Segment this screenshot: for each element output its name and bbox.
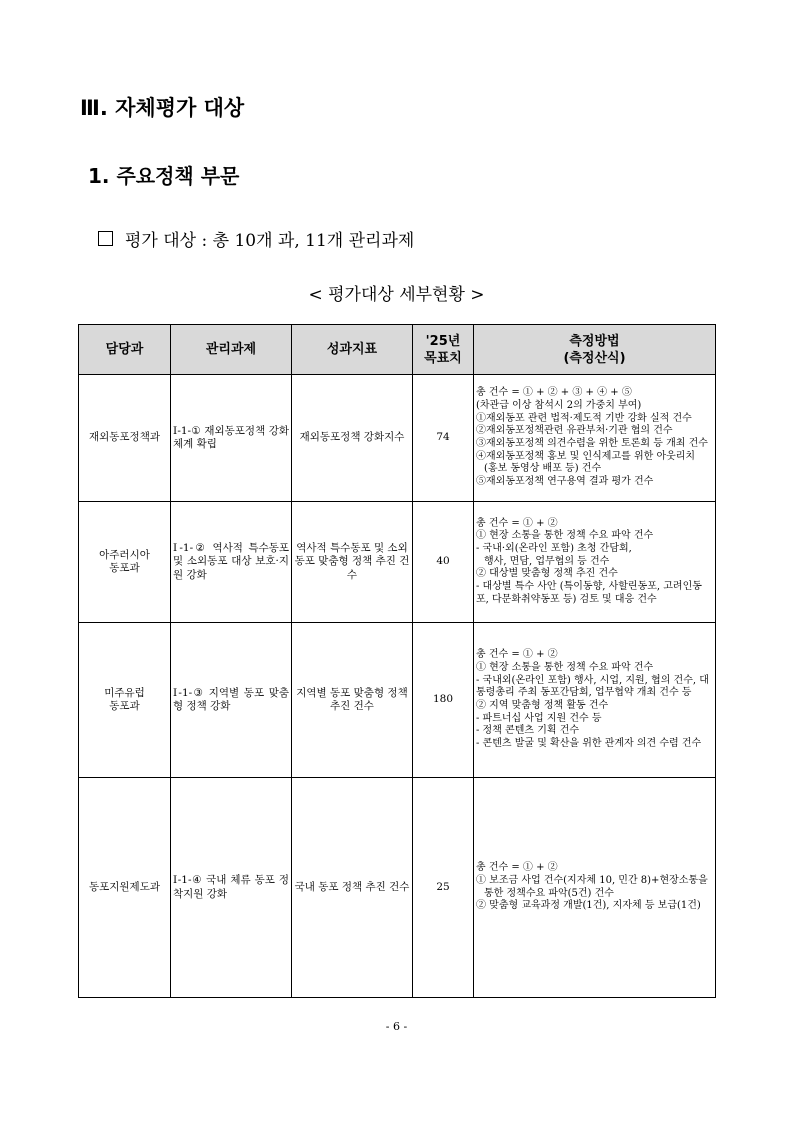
method-line: ③재외동포정책 의견수렴을 위한 토론회 등 개최 건수 bbox=[476, 438, 708, 449]
table-header-row bbox=[79, 325, 716, 375]
header-method-line1: 측정방법 bbox=[569, 333, 620, 349]
header-indicator: 성과지표 bbox=[292, 325, 413, 375]
table-row bbox=[79, 375, 716, 502]
method-line: ② 지역 맞춤형 정책 활동 건수 bbox=[476, 700, 609, 711]
method-line: ②재외동포정책관련 유관부처·기관 협의 건수 bbox=[476, 425, 673, 437]
cell-target: 25 bbox=[413, 778, 474, 998]
method-line: ①재외동포 관련 법적·제도적 기반 강화 실적 건수 bbox=[476, 412, 692, 424]
cell-dept-line1: 아주러시아 bbox=[99, 548, 150, 561]
cell-dept-line1: 미주유럽 bbox=[104, 686, 145, 699]
cell-method bbox=[474, 502, 716, 623]
header-method bbox=[474, 325, 716, 375]
evaluation-table bbox=[78, 324, 716, 998]
header-target-line1: '25년 bbox=[425, 333, 461, 349]
method-line: - 대상별 특수 사안 (특이동향, 사할린동포, 고려인동포, 다문화취약동포 등) 검토 및 대응 건수 bbox=[476, 581, 702, 605]
method-line: - 국내외(온라인 포함) 행사, 시업, 지원, 협의 건수, 대통령총리 주최 동포간담회, 업무협약 개최 건수 등 bbox=[476, 674, 709, 699]
method-line: ② 대상별 맞춤형 정책 추진 건수 bbox=[476, 568, 618, 580]
table-row bbox=[79, 623, 716, 778]
cell-dept: 재외동포정책과 bbox=[79, 375, 171, 502]
method-line: ② 맞춤형 교육과정 개발(1건), 지자체 등 보급(1건) bbox=[476, 900, 701, 912]
method-line: ① 보조금 사업 건수(지자체 10, 민간 8)+현장소통을 bbox=[476, 874, 708, 886]
method-line: 총 건수 = ① + ② bbox=[476, 649, 558, 661]
cell-dept: 동포지원제도과 bbox=[79, 778, 171, 998]
cell-task: Ⅰ-1-③ 지역별 동포 맞춤형 정책 강화 bbox=[171, 623, 292, 778]
target-summary-line bbox=[98, 226, 414, 251]
header-dept: 담당과 bbox=[79, 325, 171, 375]
cell-indicator: 역사적 특수동포 및 소외동포 맞춤형 정책 추진 건수 bbox=[292, 502, 413, 623]
table-row bbox=[79, 778, 716, 998]
cell-dept bbox=[79, 623, 171, 778]
method-line: ④재외동포정책 홍보 및 인식제고를 위한 아웃리치 bbox=[476, 450, 696, 462]
cell-dept bbox=[79, 502, 171, 623]
header-target bbox=[413, 325, 474, 375]
method-line: (홍보 동영상 배포 등) 건수 bbox=[484, 463, 602, 475]
method-line: - 국내·외(온라인 포함) 초청 간담회, bbox=[476, 542, 632, 554]
header-target-line2: 목표치 bbox=[424, 350, 462, 366]
cell-indicator: 국내 동포 정책 추진 건수 bbox=[292, 778, 413, 998]
method-line: 총 건수 = ① + ② bbox=[476, 862, 558, 874]
method-line: - 파트너십 사업 지원 건수 등 bbox=[476, 712, 602, 724]
cell-target: 180 bbox=[413, 623, 474, 778]
table-row bbox=[79, 502, 716, 623]
header-task: 관리과제 bbox=[171, 325, 292, 375]
method-line: 총 건수 = ① + ② + ③ + ④ + ⑤ bbox=[476, 387, 632, 399]
cell-method bbox=[474, 623, 716, 778]
cell-dept-line2: 동포과 bbox=[109, 700, 140, 712]
cell-method bbox=[474, 375, 716, 502]
cell-indicator: 재외동포정책 강화지수 bbox=[292, 375, 413, 502]
method-line: ⑤재외동포정책 연구용역 결과 평가 건수 bbox=[476, 476, 654, 488]
page-number: - 6 - bbox=[385, 1020, 408, 1033]
cell-method bbox=[474, 778, 716, 998]
section-title: Ⅲ. 자체평가 대상 bbox=[80, 96, 245, 120]
method-line: 통한 정책수요 파악(5건) 건수 bbox=[484, 887, 614, 899]
header-method-line2: (측정산식) bbox=[563, 350, 626, 366]
method-line: - 콘텐츠 발굴 및 확산을 위한 관계자 의견 수렴 건수 bbox=[476, 738, 702, 750]
method-line: ① 현장 소통을 통한 정책 수요 파악 건수 bbox=[476, 530, 654, 542]
cell-indicator: 지역별 동포 맞춤형 정책 추진 건수 bbox=[292, 623, 413, 778]
table-caption: < 평가대상 세부현황 > bbox=[308, 285, 485, 305]
subsection-title: 1. 주요정책 부문 bbox=[88, 164, 240, 188]
cell-task: Ⅰ-1-② 역사적 특수동포 및 소외동포 대상 보호·지원 강화 bbox=[171, 502, 292, 623]
cell-target: 74 bbox=[413, 375, 474, 502]
checkbox-icon bbox=[98, 231, 113, 246]
method-line: - 정책 콘텐츠 기획 건수 bbox=[476, 725, 580, 737]
target-summary-text: 평가 대상 : 총 10개 과, 11개 관리과제 bbox=[125, 231, 415, 251]
cell-task: Ⅰ-1-① 재외동포정책 강화체계 확립 bbox=[171, 375, 292, 502]
cell-target: 40 bbox=[413, 502, 474, 623]
method-line: ① 현장 소통을 통한 정책 수요 파악 건수 bbox=[476, 661, 654, 673]
cell-dept-line2: 동포과 bbox=[109, 562, 140, 574]
method-line: 총 건수 = ① + ② bbox=[476, 517, 558, 529]
cell-task: Ⅰ-1-④ 국내 체류 동포 정착지원 강화 bbox=[171, 778, 292, 998]
method-line: 행사, 면담, 업무협의 등 건수 bbox=[484, 555, 610, 567]
method-line: (차관급 이상 참석시 2의 가중치 부여) bbox=[476, 399, 642, 411]
